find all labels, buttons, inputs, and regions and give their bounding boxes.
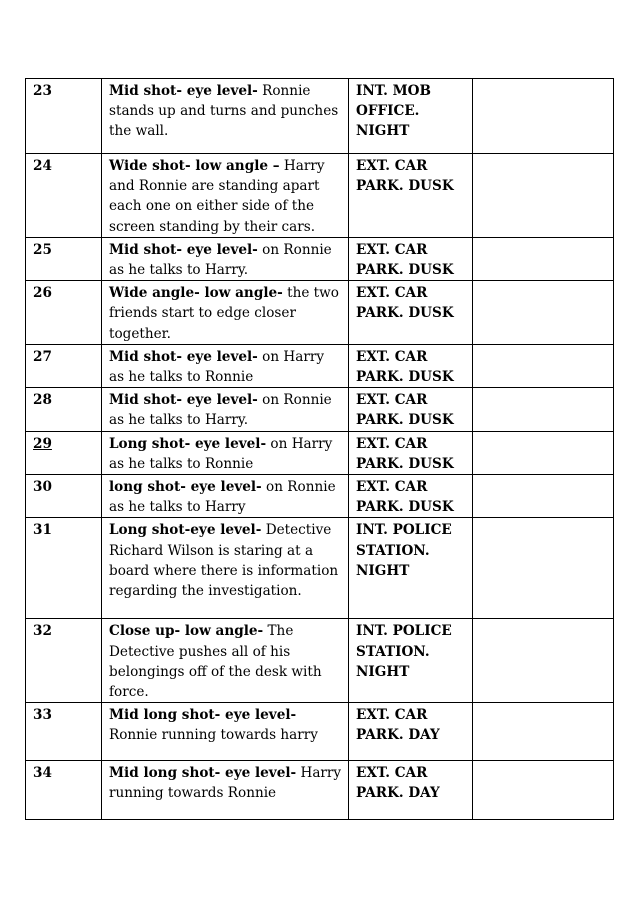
shot-description [102,237,349,280]
shot-notes [473,388,614,431]
shot-action: the two friends start to edge closer together. [109,285,339,342]
shot-location: EXT. CAR PARK. DUSK [349,344,473,387]
shot-number: 26 [26,281,102,345]
shot-number: 33 [26,703,102,761]
shot-description [102,518,349,619]
shot-type: Mid shot- eye level- [109,83,258,99]
shot-notes [473,431,614,474]
shot-description [102,344,349,387]
shot-notes [473,237,614,280]
shot-action: The Detective pushes all of his belongings off of the desk with force. [109,623,322,701]
shot-number: 27 [26,344,102,387]
shot-type: Wide shot- low angle – [109,158,280,174]
shot-description [102,154,349,238]
shot-number: 23 [26,79,102,154]
table-row [26,388,614,431]
shot-notes [473,518,614,619]
table-row [26,761,614,820]
shot-action: Harry and Ronnie are standing apart each one on either side of the screen standing by their cars. [109,158,325,235]
shot-type: Mid shot- eye level- [109,241,258,258]
shot-notes [473,703,614,761]
shot-type: Wide angle- low angle- [109,285,283,302]
table-row [26,344,614,387]
table-row [26,703,614,761]
shot-type: Mid shot- eye level- [109,348,258,365]
shot-action: Ronnie running towards harry [109,727,318,744]
shot-notes [473,475,614,518]
shot-location: EXT. CAR PARK. DUSK [349,431,473,474]
shot-notes [473,79,614,154]
shot-type: Long shot-eye level- [109,522,262,539]
shot-type: Mid long shot- eye level- [109,765,297,782]
shot-notes [473,761,614,820]
shot-action: on Harry as he talks to Ronnie [109,435,333,472]
shot-notes [473,619,614,703]
shot-location: EXT. CAR PARK. DUSK [349,475,473,518]
shot-location: INT. POLICE STATION. NIGHT [349,518,473,619]
table-row [26,431,614,474]
shot-action: on Ronnie as he talks to Harry [109,479,336,516]
shot-description [102,281,349,345]
table-row [26,619,614,703]
shot-description [102,619,349,703]
shot-type: Close up- low angle- [109,623,264,640]
shot-description [102,475,349,518]
table-row [26,79,614,154]
shot-action: on Ronnie as he talks to Harry. [109,241,332,279]
shot-action: Detective Richard Wilson is staring at a board where there is information regarding the investigation. [109,522,339,600]
shot-list-table [25,78,614,820]
shot-type: Mid long shot- eye level- [109,707,297,724]
shot-type: Mid shot- eye level- [109,392,258,409]
shot-number: 29 [26,431,102,474]
table-row [26,475,614,518]
table-row [26,154,614,238]
table-row [26,237,614,280]
shot-location: EXT. CAR PARK. DUSK [349,388,473,431]
shot-description [102,79,349,154]
shot-number: 34 [26,761,102,820]
shot-number: 25 [26,237,102,280]
shot-number: 32 [26,619,102,703]
table-row [26,518,614,619]
table-row [26,281,614,345]
shot-action: on Harry as he talks to Ronnie [109,348,325,386]
shot-action: Harry running towards Ronnie [109,765,342,802]
shot-number: 30 [26,475,102,518]
shot-location: INT. MOB OFFICE. NIGHT [349,79,473,154]
shot-description [102,703,349,761]
shot-number: 28 [26,388,102,431]
shot-location: EXT. CAR PARK. DAY [349,761,473,820]
shot-notes [473,154,614,238]
shot-location: EXT. CAR PARK. DAY [349,703,473,761]
shot-number: 31 [26,518,102,619]
shot-description [102,431,349,474]
shot-notes [473,281,614,345]
shot-type: long shot- eye level- [109,479,262,496]
shot-description [102,388,349,431]
shot-location: INT. POLICE STATION. NIGHT [349,619,473,703]
shot-location: EXT. CAR PARK. DUSK [349,237,473,280]
shot-location: EXT. CAR PARK. DUSK [349,154,473,238]
shot-notes [473,344,614,387]
shot-description [102,761,349,820]
shot-action: Ronnie stands up and turns and punches the wall. [109,83,339,140]
shot-action: on Ronnie as he talks to Harry. [109,392,332,429]
shot-number: 24 [26,154,102,238]
shot-type: Long shot- eye level- [109,435,267,452]
shot-location: EXT. CAR PARK. DUSK [349,281,473,345]
